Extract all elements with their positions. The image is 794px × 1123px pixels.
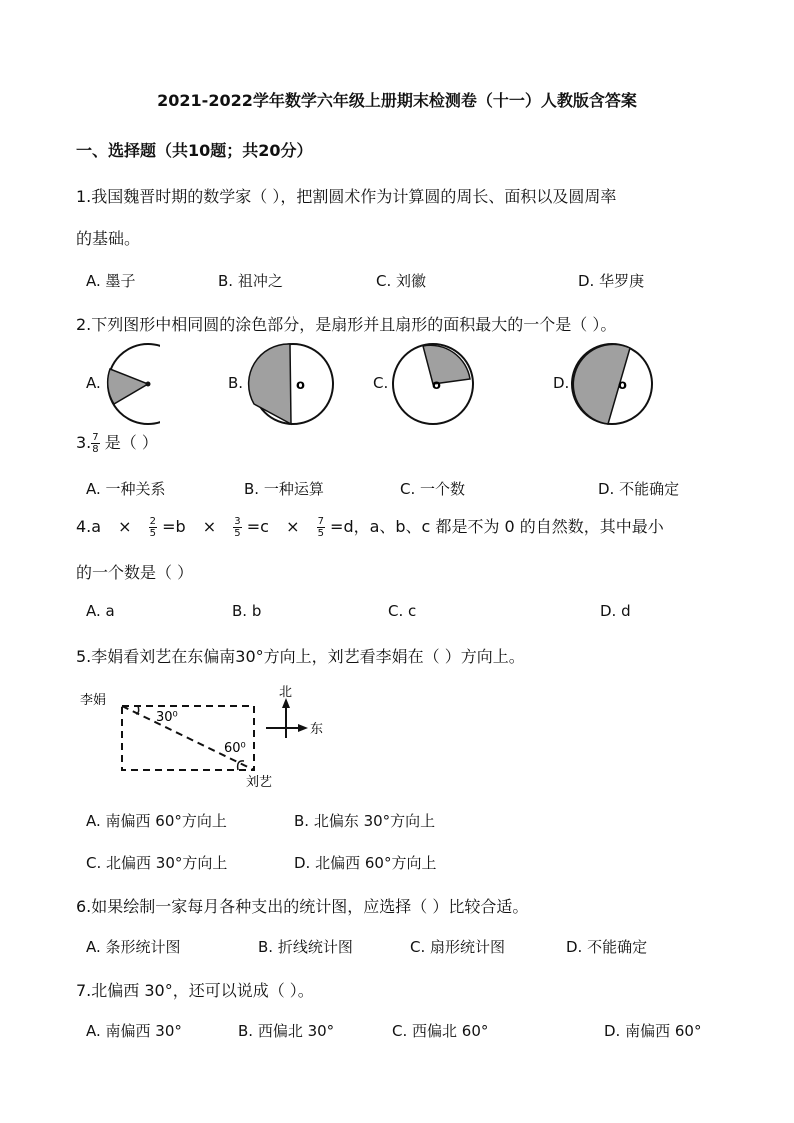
q2-center-mark: o <box>432 378 441 393</box>
q4-b: =b <box>162 517 186 536</box>
q4-c: =c <box>246 517 269 536</box>
q2-center-mark: o <box>618 378 627 393</box>
q4-fraction-3 <box>317 516 325 539</box>
section-heading: 一、选择题（共10题；共20分） <box>76 141 313 160</box>
q1-option-b[interactable]: B. 祖冲之 <box>218 272 283 290</box>
q3-option-b[interactable]: B. 一种运算 <box>244 480 324 498</box>
q6-option-b[interactable]: B. 折线统计图 <box>258 938 353 956</box>
q3-prefix: 3. <box>76 433 92 452</box>
question-6-text: 6.如果绘制一家每月各种支出的统计图，应选择（ ）比较合适。 <box>76 897 529 916</box>
q1-option-a[interactable]: A. 墨子 <box>86 272 136 290</box>
q2-circle-a[interactable] <box>100 342 160 428</box>
q4-option-d[interactable]: D. d <box>600 602 631 620</box>
q4-f3-num: 7 <box>317 516 324 527</box>
q4-f2-den: 5 <box>234 528 241 539</box>
q7-option-a[interactable]: A. 南偏西 30° <box>86 1022 182 1040</box>
q2-label-c[interactable]: C. <box>373 374 389 392</box>
q5-label-60: 60⁰ <box>224 741 246 756</box>
q2-circle-d[interactable] <box>568 342 664 428</box>
q6-option-a[interactable]: A. 条形统计图 <box>86 938 181 956</box>
q1-option-d[interactable]: D. 华罗庚 <box>578 272 645 290</box>
q4-fraction-1 <box>149 516 157 539</box>
question-2-text: 2.下列图形中相同圆的涂色部分，是扇形并且扇形的面积最大的一个是（ ）。 <box>76 315 617 334</box>
q5-label-lijuan: 李娟 <box>80 693 107 708</box>
q5-option-b[interactable]: B. 北偏东 30°方向上 <box>294 812 436 830</box>
q4-times-3: × <box>286 517 300 536</box>
q4-times-1: × <box>118 517 132 536</box>
question-1-line2: 的基础。 <box>76 229 141 248</box>
q3-frac-num: 7 <box>92 432 99 443</box>
q6-option-c[interactable]: C. 扇形统计图 <box>410 938 506 956</box>
q4-a: 4.a <box>76 517 102 536</box>
q3-suffix: 是（ ） <box>104 433 158 452</box>
q4-f3-den: 5 <box>317 528 324 539</box>
q4-f2-num: 3 <box>234 516 241 527</box>
q5-east-arrow-icon <box>298 724 308 732</box>
q5-label-east: 东 <box>310 722 324 737</box>
q5-label-liuyi: 刘艺 <box>246 775 273 790</box>
q5-label-30: 30⁰ <box>156 710 178 725</box>
q4-option-b[interactable]: B. b <box>232 602 262 620</box>
q5-diagonal <box>122 706 254 770</box>
q3-fraction <box>91 432 99 455</box>
question-1-line1: 1.我国魏晋时期的数学家（ ），把割圆术作为计算圆的周长、面积以及圆周率 <box>76 187 617 206</box>
q2-circle-b[interactable] <box>244 342 340 428</box>
q7-option-c[interactable]: C. 西偏北 60° <box>392 1022 489 1040</box>
q2-center-mark: o <box>296 378 305 393</box>
question-7-text: 7.北偏西 30°，还可以说成（ ）。 <box>76 981 314 1000</box>
q4-option-a[interactable]: A. a <box>86 602 115 620</box>
q7-option-d[interactable]: D. 南偏西 60° <box>604 1022 702 1040</box>
q4-f1-num: 2 <box>149 516 157 527</box>
q7-option-b[interactable]: B. 西偏北 30° <box>238 1022 335 1040</box>
q4-fraction-2 <box>233 516 241 539</box>
q5-label-north: 北 <box>279 685 293 700</box>
page-title: 2021-2022学年数学六年级上册期末检测卷（十一）人教版含答案 <box>157 91 637 110</box>
q4-times-2: × <box>202 517 217 536</box>
q1-option-c[interactable]: C. 刘徽 <box>376 272 427 290</box>
question-4-line1 <box>76 514 664 539</box>
q2-label-b[interactable]: B. <box>228 374 244 392</box>
q3-option-a[interactable]: A. 一种关系 <box>86 480 166 498</box>
question-5-text: 5.李娟看刘艺在东偏南30°方向上，刘艺看李娟在（ ）方向上。 <box>76 647 525 666</box>
q5-option-d[interactable]: D. 北偏西 60°方向上 <box>294 854 437 872</box>
q2-circle-c[interactable] <box>388 342 484 428</box>
question-4-line2: 的一个数是（ ） <box>76 563 194 582</box>
q4-option-c[interactable]: C. c <box>388 602 417 620</box>
q4-d: =d，a、b、c 都是不为 0 的自然数，其中最小 <box>330 517 664 536</box>
q2-label-d[interactable]: D. <box>553 374 570 392</box>
q3-option-d[interactable]: D. 不能确定 <box>598 480 680 498</box>
q5-option-c[interactable]: C. 北偏西 30°方向上 <box>86 854 228 872</box>
q6-option-d[interactable]: D. 不能确定 <box>566 938 648 956</box>
q2-label-a[interactable]: A. <box>86 374 101 392</box>
q5-option-a[interactable]: A. 南偏西 60°方向上 <box>86 812 227 830</box>
q4-f1-den: 5 <box>149 528 157 539</box>
question-3-text <box>76 430 158 455</box>
q3-frac-den: 8 <box>92 444 99 455</box>
q5-direction-diagram <box>76 682 336 792</box>
q3-option-c[interactable]: C. 一个数 <box>400 480 466 498</box>
